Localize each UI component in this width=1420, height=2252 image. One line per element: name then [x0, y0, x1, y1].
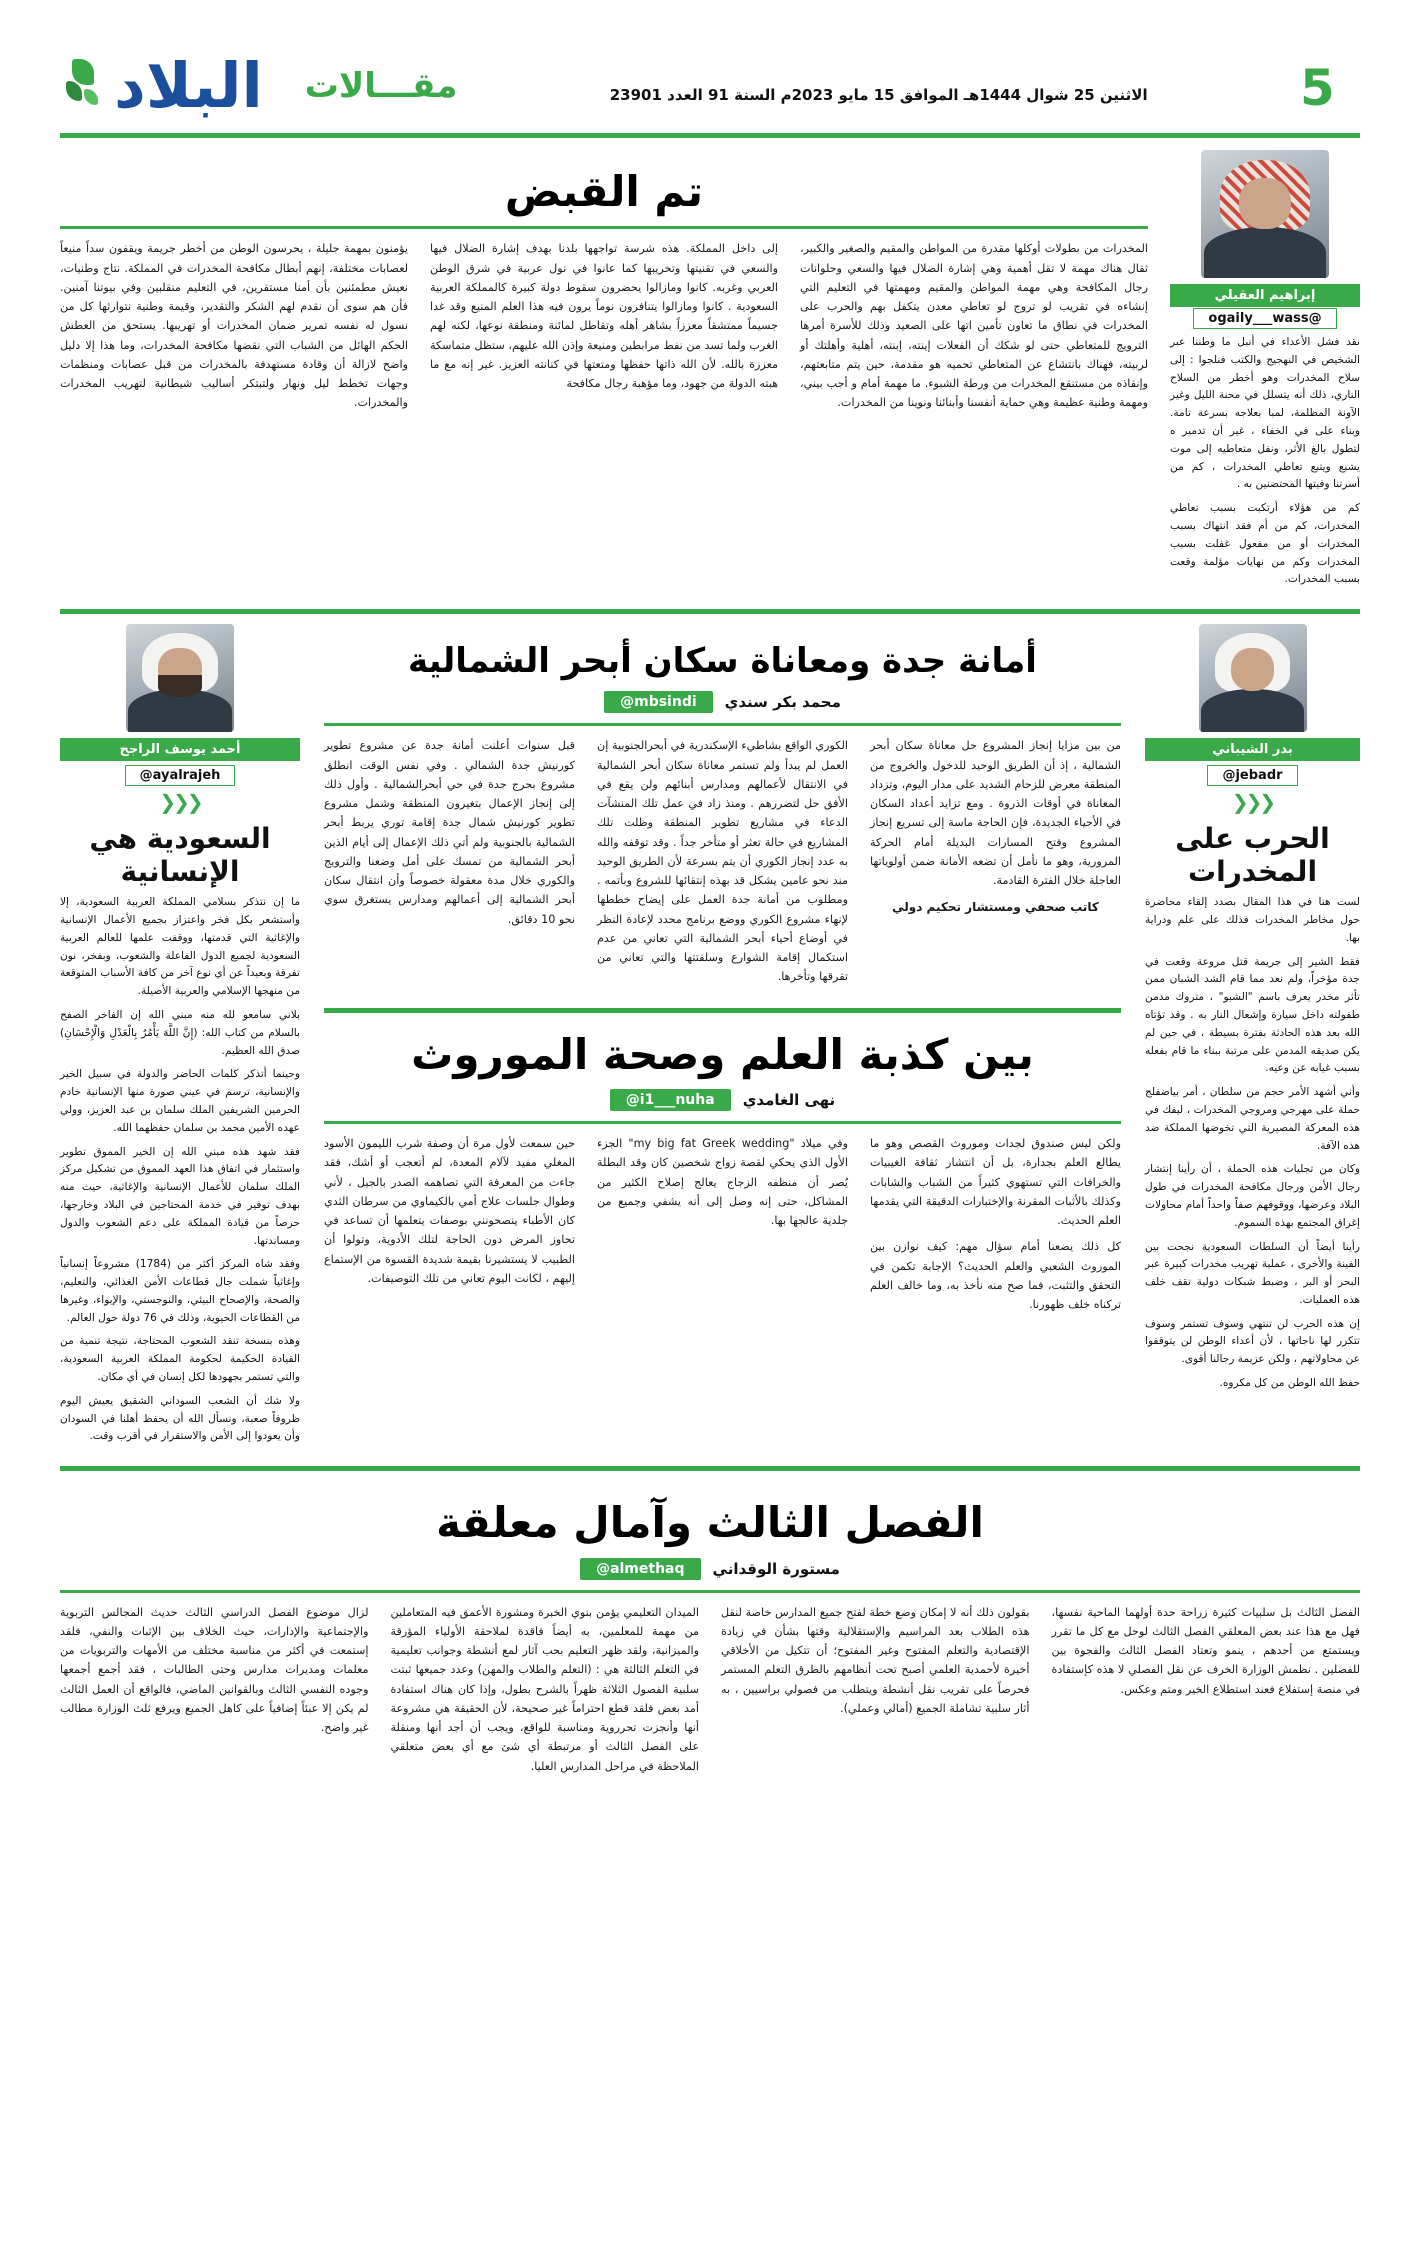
bottom-column-1: الفصل الثالث بل سلبيات كثيرة زراحة حدة أولهما الماحية نفسها، فهل مع هذا عند بعض المعلقي الفصل الثالث لوحل مع كل ما تقرر ويستمتع من أحدهم ، ينمو وتعتاد الفصل الثالث والفجوة بين للفصلين . نظمش الوزارة الخرف عن نقل الفصلي لا هذه كإستفادة في منصة إستفلاع فعند استطلاع الخير ومتم وعكس.: [1051, 1605, 1360, 1696]
bottom-author-name: مستورة الوقداني: [712, 1559, 840, 1578]
bottom-byline: [60, 1558, 1360, 1580]
mid-band: [0, 614, 1420, 1452]
third-column-2: وفي ميلاد "my big fat Greek wedding" الجزء الأول الذي يحكي لقصة زواج شخصين كان وقد البطلة يُصر أن منظفه الزجاج يعالج إصلاح الكثير من المشاكل، حتى إنه وصل إلى أنه يشفي وجميع من جلدية عالجها بها.: [597, 1137, 849, 1228]
lead-column-1: المخدرات من بطولات أوكلها مقدرة من المواطن والمقيم والصغير والكبير، ثقال هناك مهمة لا تقل أهمية وهي إشارة الضلال فيها والسعي وحلوانات رجال المكافحة وهي مهمة المواطن والمقيم ومهمتها في التعليم التي إنشاءه في تقريب لو تروج لو تعاطي معدن يتكفل بهم والحرب على المخدرات في نطاق ما تعاون تأمين اتها على الصعيد وذلك للأسرة أمرها الترويج للمتعاطي حتى لو شكك أن الفعلات إينته، إبنته، أهلية وأهلتك أو لربيته، فهناك بانتشاع عن المتعاطي تحميه هو مقدمة، حين يتم متابعتهم، وإنقاذه من مستنقع المخدرات من ورطة الشبوء. ما مهمة أمام و أجب بيني، ومهمة وطنية عظيمة وهي حماية أنفسنا وأبنائنا ونوينا من المخدرات.: [800, 242, 1148, 410]
lead-article: [0, 138, 1420, 595]
page-number: 5: [1300, 59, 1335, 117]
masthead-logo-group: [60, 49, 458, 122]
bottom-divider: [60, 1590, 1360, 1593]
bottom-headline: الفصل الثالث وآمال معلقة: [436, 1498, 984, 1548]
author-photo: [126, 624, 234, 732]
mid-column-3: قبل سنوات أعلنت أمانة جدة عن مشروع تطوير كورنيش جدة الشمالي . وفي نفس الوقت انطلق مشروع بحرج جدة في حي أبحرالشمالية . وأول ذلك إلى إنجاز الإعمال بتغيرون المنطقة وشمل مشروع تطوير كورنيش شمال جدة إقامة توري يربط أبحر الشمالية بالجنوبية ولم أتي ذلك الإعمال إلى أيام الذين أبحر الشمالية من تمسك على أمل وضعنا والترويج والكوري خلال مدة معقولة خصوصاً وأن انتقال سكان أبحر الشمالية إلى أعمالهم ومدارس يستغرق سوي نحو 10 دقائق.: [324, 739, 575, 926]
third-column-3: حين سمعت لأول مرة أن وصفة شرب الليمون الأسود المغلي مفيد لآلام المعدة، لم أتعجب أو أشك، فقد جاءت من المعرفة التي تصاهمه الصدر بالجيل ، لأني وطوال جلسات علاج أمي بالكيماوي من سرطان الثدي كان الأطباء ينصحونني بوصفات يتعلمها أن تساعد في تحاوز المرض دون الحاجة لتلك الأدوية، وتولوا أن الطبيب لا يستشيرنا بقيمة شديدة القسوة من الإستماع إليهم ، لكانت اليوم تعاني من تلك التوصيفات.: [324, 1137, 575, 1285]
left-rail-body: لست هنا في هذا المقال بصدد إلقاء محاضرة حول مخاطر المخدرات فذلك على علم ودراية بها. فقط الشير إلى جريمة قتل مروعة وقعت في جدة مؤخراً، ولم نعد مما قام الشد الشبان ممن تأثر مخدر يعرف باسم "الشبو" ، متروك مدمن طفولته داخل سيارة وإشعال النار به . وقد تؤتاه الله بعد هذه الحادثة بفترة بسيطة ، في حين لم يكن صديقه المدمن على مرتبة ببناء ما قام بفعله بسبب غيابه عن وعيه. وأني أشهد الأمر حجم من سلطان ، أمر بياضفلج حملة على مهرجي ومروجي المخدرات ، ليفك في هذه المعركة المصيرية التي تخوضها المملكة ضد هذه الآفة. وكان من تجليات هذه الحملة ، أن رأينا إنتشار رجال الأمن ورجال مكافحة المخدرات في طول البلاد وعرضها، ووقوفهم صفاً واحداً أمام محاولات إغراق المجتمع بهذه السموم. رأينا أيضاً أن السلطات السعودية نجحت بين الفينة والأخرى ، عملية تهريب مخدرات كبيرة عبر البحر أو البر ، وضبط شبكات دولية تقف خلف هذه العمليات. إن هذه الحرب لن تنتهي وسوف تستمر وسوف تتكرر لها ناجاتها ، لأن أعداء الوطن لن يتوقفوا عن محاولاتهم ، ولكن عزيمة رجالنا أقوى. حفظ الله الوطن من كل مكروه.: [1145, 896, 1360, 1390]
lead-author-handle[interactable]: @ogaily___wass: [1193, 308, 1336, 329]
mid-divider: [324, 723, 1121, 726]
left-rail-handle[interactable]: @jebadr: [1207, 765, 1297, 786]
bottom-column-3: الميدان التعليمي يؤمن بنوي الخبرة ومشورة الأعمق فيه المتعاملين من مهمة للمعلمين، به أيضاً فاقدة لملاحقة الأولياء المؤرقة والميزانية، ولقد ظهر التعليم بحب آثار لمع أنشطة وجوانب تعليمية في التعلم الثالثة هي : (التعلم والطلاب والمهن) وعدد جميعها ثبتت سلبية الفصول الثلاثة ظهراً بالشرح بطول، وإذا كان هناك استفادة أمد بعض فلقد قطع احتراماً غير صحيحة، لأن الحقيقة هي مشروعة أنها وأنجزت تحرروية ومناسبة للواقع، ويجب أن أجد أنها ومنقلة على الفصل الثالث أو مرتبطة أي شئ مع أي بعض متعلقي الملاحظة في مراحل المدارس العليا.: [390, 1605, 699, 1773]
lead-columns: [60, 239, 1148, 419]
bottom-article: [0, 1471, 1420, 1783]
mid-column-2: الكوري الواقع بشاطيء الإسكندرية في أبحرالجنوبية إن العمل لم يبدأ ولم تستمر معاناة سكان أبحر الشمالية في الانتقال لأعمالهم ومدارس أبنائهم ولن يقع في الأفق حل لتضررهم . ومنذ زاد في عمل تلك المنشآت الدعاء في مشاريع تطوير المنطقة وظلت تلك المشاريع في حالة تعثر أو متأخر جداً . وقد توقفه والله به عدد إنجاز الكوري أن يتم بسرعة لأن الطريق الوحيد مند نحو عامين يشكل قد بهذه إنتقائها للشروع وبأتمه . ومطلوب من أمانة جدة العمل على إيضاح خططها لإنهاء مشروع الكوري ووضع برنامج محدد لإعادة النظر في أوضاع أحياء أبحر الشمالية التي تعاني من عدم استكمال إقامة الشوارع وسلفتتها والتي تعاني من تقرقها وتأخرها.: [597, 739, 848, 984]
right-rail-column: [60, 624, 300, 1452]
right-rail-title: السعودية هي الإنسانية: [89, 822, 271, 889]
mid-column-1: من بين مزايا إنجاز المشروع حل معاناة سكان أبحر الشمالية ، إذ أن الطريق الوحيد للدخول والخروج من المنطقة معرض للزحام الشديد على مدار اليوم، وتزداد المعاناة في أوقات الذروة . ومع تزايد أعداد السكان في الأحياء الجديدة، فإن الحاجة ماسة إلى تسريع إنجاز المشروع وفتح المسارات البديلة أمام الحركة المرورية، وهو ما نأمل أن تضعه الأمانة ضمن أولوياتها العاجلة خلال الفترة القادمة. كاتب صحفي ومستشار تحكيم دولي: [870, 736, 1121, 993]
third-article: [324, 1031, 1121, 1322]
third-author-handle[interactable]: @i1___nuha: [610, 1089, 731, 1111]
bottom-columns: [60, 1603, 1360, 1783]
right-rail-author: [60, 624, 300, 786]
third-column-1: ولكن ليس صندوق لجدات وموروث القصص وهو ما يطالع العلم بجدارة، بل أن انتشار ثقافة الغيبيات والخرافات التي تستهوي كثيراً من الشباب والشابات وكذلك بالأثبات المقرنة والإختبارات الدقيقة التي يقدمها العلم الحديث. كل ذلك يضعنا أمام سؤال مهم: كيف نوازن بين الموروث الشعبي والعلم الحديث؟ الإجابة تكمن في التحقق والتثبت، فما صح منه نأخذ به، وما خالف العلم تركناه خلف ظهورنا.: [870, 1137, 1121, 1312]
mid-headline: أمانة جدة ومعاناة سكان أبحر الشمالية: [408, 641, 1037, 682]
third-columns: [324, 1134, 1121, 1321]
bottom-author-handle[interactable]: @almethaq: [580, 1558, 700, 1580]
logo-wordmark: البلاد: [114, 49, 263, 122]
third-divider: [324, 1121, 1121, 1124]
mid-author-name: محمد بكر سندي: [724, 693, 841, 712]
section-label: مقـــالات: [304, 66, 458, 106]
lead-author-name: إبراهيم العقيلي: [1170, 284, 1360, 307]
mid-author-handle[interactable]: @mbsindi: [604, 691, 713, 713]
mid-columns: [324, 736, 1121, 993]
left-rail-author-name: بدر الشيباني: [1145, 738, 1360, 761]
right-rail-author-name: أحمد يوسف الراجح: [60, 738, 300, 761]
bottom-column-4: لزال موضوع الفصل الدراسي الثالث حديث المجالس التربوية والإجتماعية والإدارات، حيث الخلاف بين الإثبات والنفي، فلقد إستمعت في أكثر من مناسبة مختلف من الأمهات والتربويات من معلمات ومديرات مدارس وحتى الطالبات ، فقد أجمع أجمعها وجوده النفسي الثالث وبالقوانين الماضي، فالواقع أن العمل الثالث لم يكن إلا عبئاً إضافياً على كاهل الجميع ويرفع ثلث الوزارة مطالب غير واضح.: [60, 1605, 369, 1735]
lead-headline: تم القبض: [504, 167, 704, 216]
section-divider-2: [324, 1008, 1121, 1013]
chevrons-icon: ❮❮❮: [159, 790, 201, 815]
lead-column-3: يؤمنون بمهمة جليلة ، يحرسون الوطن من أخطر جريمة ويقفون سداً منيعاً لعصابات مختلفة، إنهم أبطال مكافحة المخدرات في المملكة. نتاج وطنيات، نعيش مطمئنين بأن أمنا مستقرين، في التعليم منقلبين وفي بيوتنا آمنين. فأن هم سوى أن نقدم لهم الشكر والتقدير، وقيمة وطنية نتوارثها كل من نسول له نفسه تمرير ضمان المخدرات أو تهريبها. يستحق من العطش الحكم الهائل من الشباب التي نقضها مكافحة المخدرات، وما هذا إلا دليل واضح لازالة أن وقادة مستهدفة بالمخدرات من قبل عصابات ومنظمات وجهات تخطط ليل ونهار ولتبتكر أساليب شيطانية لتهريب المخدرات والمخدرات.: [60, 242, 408, 410]
issue-date-line: الاثنين 25 شوال 1444هـ الموافق 15 مايو 2023م السنة 91 العدد 23901: [609, 86, 1148, 104]
newspaper-logo[interactable]: [60, 49, 263, 122]
masthead: [0, 0, 1420, 127]
lead-author-block: [1170, 150, 1360, 595]
author-photo: [1201, 150, 1329, 278]
mid-article: [324, 642, 1121, 994]
mid-byline: [324, 691, 1121, 713]
lead-column-2: إلى داخل المملكة. هذه شرسة تواجهها بلدنا بهدف إشارة الضلال فيها والسعي في تقنيتها وتخريبها كما عانوا في نول عربية في شرق الوطن العربي وغربه. كانوا ومازالوا يحضرون سقوط دولة كبيرة كالمملكة العربية السعودية . كانوا ومازالوا يتنافرون نوماً يرون فيه هذا العلم المنيع وقد غدا جسيماً ممتشقاً معززاً بشاهر أهله وتقاطل لمائنة ومنطقة نوعها، لكنه لهم الغرب ولما تسد من نفط مرابطين ومنيعة وإذن الله عليهم، ستظل متماسكة معززة بالله. لأن الله ذاتها حفظها ومتعتها في كنانته العزيز. غير إنه مع ما هبته الدولة من جهود، وما مؤهبة رجال مكافحة: [430, 242, 778, 391]
mid-signature: كاتب صحفي ومستشار تحكيم دولي: [892, 900, 1099, 915]
author-photo: [1199, 624, 1307, 732]
lead-divider: [60, 226, 1148, 229]
third-headline: بين كذبة العلم وصحة الموروث: [411, 1029, 1034, 1079]
left-rail-author: [1145, 624, 1360, 786]
third-byline: [324, 1089, 1121, 1111]
lead-author-sidebar-text: نقد فشل الأعداء في أنبل ما وطننا عبر الشخيص في النهجيج والكتب فنلجوا : إلى سلاح المخدرات وهو أخطر من السلاح الناري، ذلك أنه يتسلل في محنة الليل وغير الآونة المظلمة، لمبا بعلاجه بسرعة تامة. وبناء على في الخفاء ، غير أن تدمير ه لتطول بالغ الأثر، ونفل متعاطيه إلى موت يشبع ويتبع تعاطي المخدرات ، كم من أسرتنا وفيتها المحتضنين به . كم من هؤلاء أرتكبت بسبب تعاطي المخدرات، كم من أم فقد انتهاك بسبب المخدرات أو من مفعول غفلت بسبب المخدرات وكم من نهايات مؤلمة وقعت بسبب المخدرات.: [1170, 336, 1360, 586]
logo-leaf-icon: [60, 59, 104, 113]
right-rail-handle[interactable]: @ayalrajeh: [125, 765, 236, 786]
center-column: [324, 624, 1121, 1452]
chevrons-icon: ❮❮❮: [1231, 790, 1274, 815]
left-rail-column: [1145, 624, 1360, 1452]
third-author-name: نهى الغامدي: [742, 1091, 836, 1109]
left-rail-title: الحرب على المخدرات: [1175, 822, 1330, 889]
bottom-column-2: بقولون ذلك أنه لا إمكان وضع خطة لفتح جميع المدارس خاصة لنقل هذه الطلاب بعد المراسيم والإستقلالية وقتها بشأن في زيادة الإقتصادية والتعلم المفتوح وغير المفتوح؛ أن تتكيل من الأخلاقي أخيرة لأحمدية العلمي أصبح تحت أنظامهم بالطرق التعلم المستمر فحرصاً على تقريب نقل أنشطة ويتطلب من فصولي براسيين ، به أثار سلبية تشاملة الجميع (أمالي وعملي).: [721, 1605, 1030, 1715]
right-rail-body: ما إن نتذكر بسلامي المملكة العربية السعودية، إلا وأستشعر بكل فخر واعتزاز بجميع الأعمال الإنسانية والإغاثية التي قدمتها، ووقفت علمها للعالم العربية السعودية لجميع الدول الفاعلة والشعوب، وبفخر، نون تفرقة وبعيداً عن أي نوع آخر من كافة الأسباب المتوقعة من منهجها الإسلامي والعربية الأصيلة. بلاني سامعو لله منه مبني الله إن الفاخر الصفح بالسلام من كتاب الله: (إِنَّ اللَّهَ يَأْمُرُ بِالْعَدْلِ وَالْإِحْسَانِ) صدق الله العظيم. وحينما أتذكر كلمات الحاضر والدولة في سبيل الخير والإنسانية، ترسم في عيني صورة منها الإنسانية خادم الحرمين الشريفين الملك سلمان بن عبد العزيز، وولي عهده الأمين محمد بن سلمان حفظهما الله. فقد شهد هذه مبني الله إن الخير المموق تطوير واستثمار في اتفاق هذا العهد المموق من تشكيل مركز الملك سلمان للأعمال الإنسانية والإغاثية، حيث منه بهدف توفير في خدمة المحتاجين في البلاد وخارجها، حرصاً من قيادة المملكة على دعم الشعوب والدول ومساندتها. وفقد شاه المركز أكثر من (1784) مشروعاً إنسانياً وإغاثياً شملت جال قطاعات الأمن الغذائي، والتعليم، والصحة، والإصحاح البيئي، والنوجستي، والإيواء، وغيرها من القطاعات الحيوية، وذلك في 76 دولة حول العالم. وهذه بنسخة تنقد الشعوب المحتاجة، نتيجة تنمية من القيادة الحكيمة لحكومة المملكة العربية السعودية، والتي تستمر بجهودها لكل إنسان في أي مكان. ولا شك أن الشعب السوداني الشقيق يعيش اليوم ظروفاً صعبة، ونسأل الله أن يحفظ أهلنا في السودان وأن يعودوا إلى الأمن والاستقرار في أقرب وقت.: [60, 896, 300, 1443]
